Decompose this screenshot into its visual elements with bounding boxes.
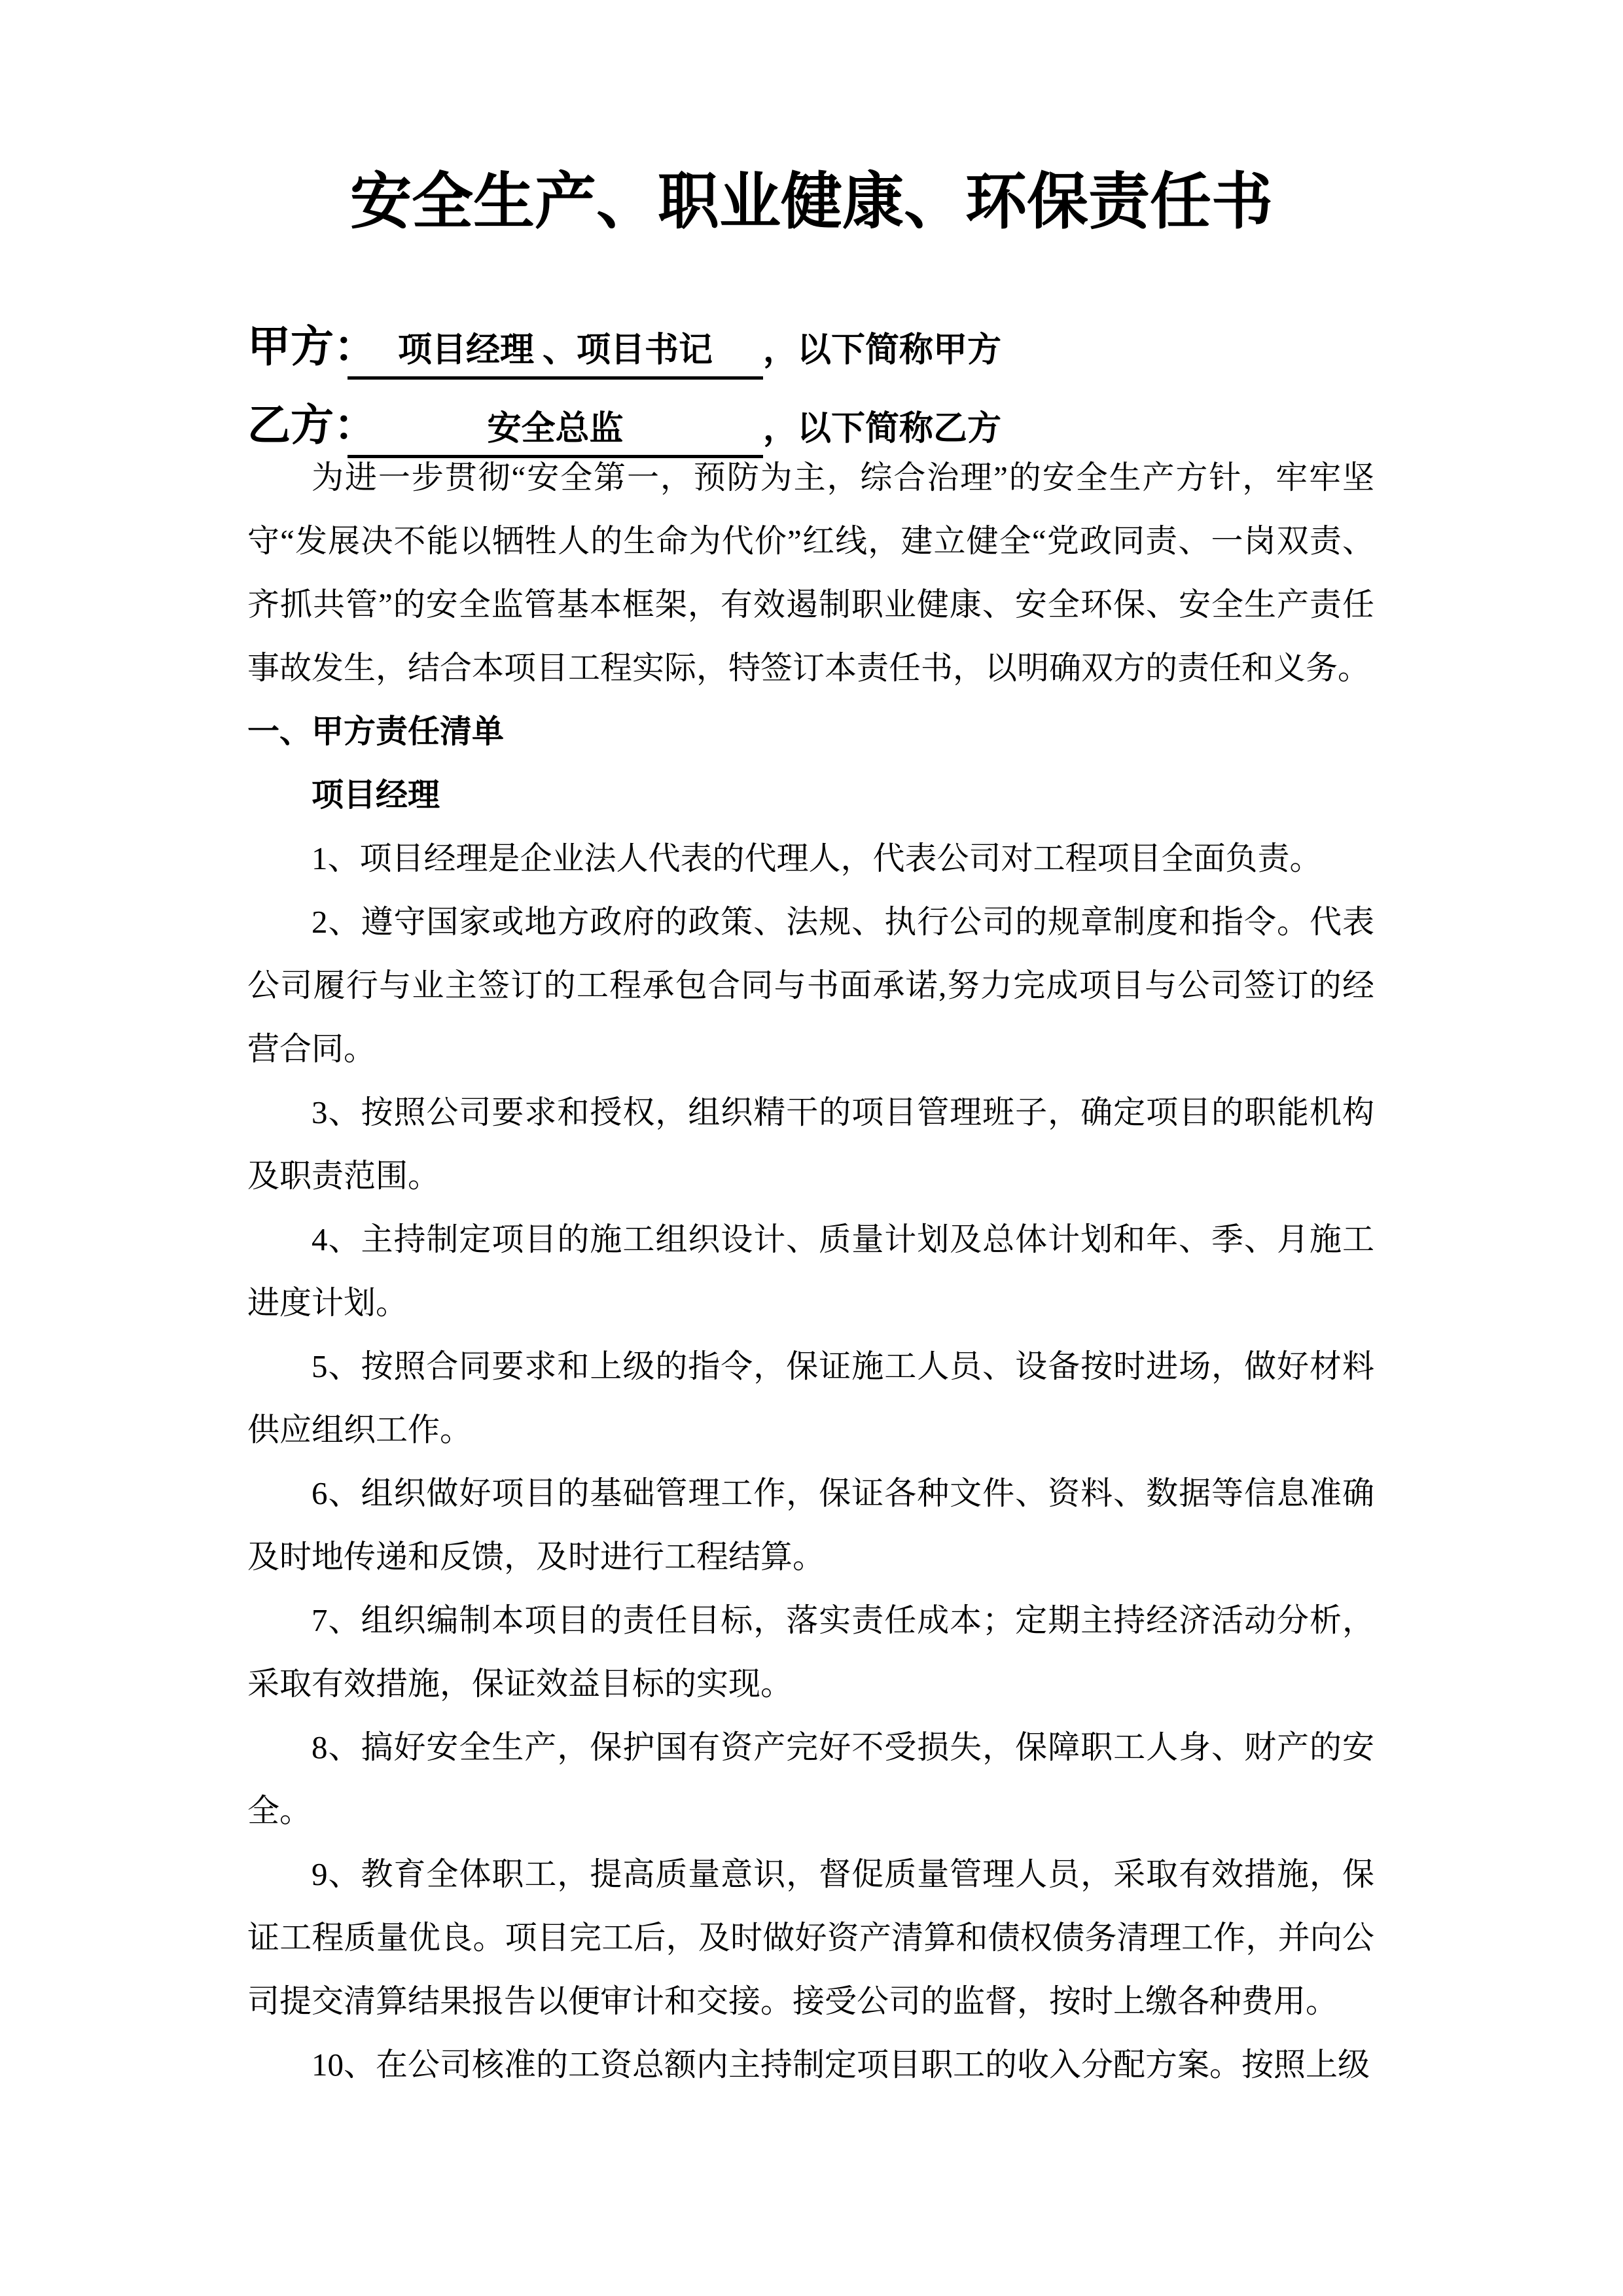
party-a-value: 项目经理 、项目书记 [397,332,713,369]
list-item: 7、组织编制本项目的责任目标，落实责任成本；定期主持经济活动分析，采取有效措施，保证效益目标的实现。 [247,1602,1374,1702]
responsibility-items [247,827,1374,2096]
list-item: 5、按照合同要求和上级的指令，保证施工人员、设备按时进场，做好材料供应组织工作。 [247,1348,1374,1448]
intro-paragraph: 为进一步贯彻“安全第一，预防为主，综合治理”的安全生产方针，牢牢坚守“发展决不能以牺牲人的生命为代价”红线，建立健全“党政同责、一岗双责、齐抓共管”的安全监管基本框架，有效遏制职业健康、安全环保、安全生产责任事故发生，结合本项目工程实际，特签订本责任书，以明确双方的责任和义务。 [247,459,1374,686]
document-body [247,446,1374,2096]
list-item: 4、主持制定项目的施工组织设计、质量计划及总体计划和年、季、月施工进度计划。 [247,1221,1374,1321]
list-item: 10、在公司核准的工资总额内主持制定项目职工的收入分配方案。按照上级 [312,2047,1370,2083]
party-b-value: 安全总监 [487,410,624,448]
list-item: 3、按照公司要求和授权，组织精干的项目管理班子，确定项目的职能机构及职责范围。 [247,1094,1374,1194]
list-item: 8、搞好安全生产，保护国有资产完好不受损失，保障职工人身、财产的安全。 [247,1729,1374,1829]
party-a-suffix: ，以下简称甲方 [763,332,1002,369]
list-item: 6、组织做好项目的基础管理工作，保证各种文件、资料、数据等信息准确及时地传递和反馈，及时进行工程结算。 [247,1475,1374,1575]
party-b-label: 乙方： [247,402,377,450]
party-a-line [247,312,1001,380]
document-title: 安全生产、职业健康、环保责任书 [349,168,1273,236]
list-item: 1、项目经理是企业法人代表的代理人，代表公司对工程项目全面负责。 [312,840,1322,876]
party-a-fill-line [348,322,763,380]
party-a-label: 甲方： [247,323,377,371]
party-b-suffix: ，以下简称乙方 [763,410,1002,448]
section-heading: 一、甲方责任清单 [247,713,505,749]
subsection-heading: 项目经理 [312,777,440,813]
list-item: 9、教育全体职工，提高质量意识，督促质量管理人员，采取有效措施，保证工程质量优良。项目完工后，及时做好资产清算和债权债务清理工作，并向公司提交清算结果报告以便审计和交接。接受公司的监督，按时上缴各种费用。 [247,1856,1374,2019]
list-item: 2、遵守国家或地方政府的政策、法规、执行公司的规章制度和指令。代表公司履行与业主签订的工程承包合同与书面承诺,努力完成项目与公司签订的经营合同。 [247,904,1374,1067]
